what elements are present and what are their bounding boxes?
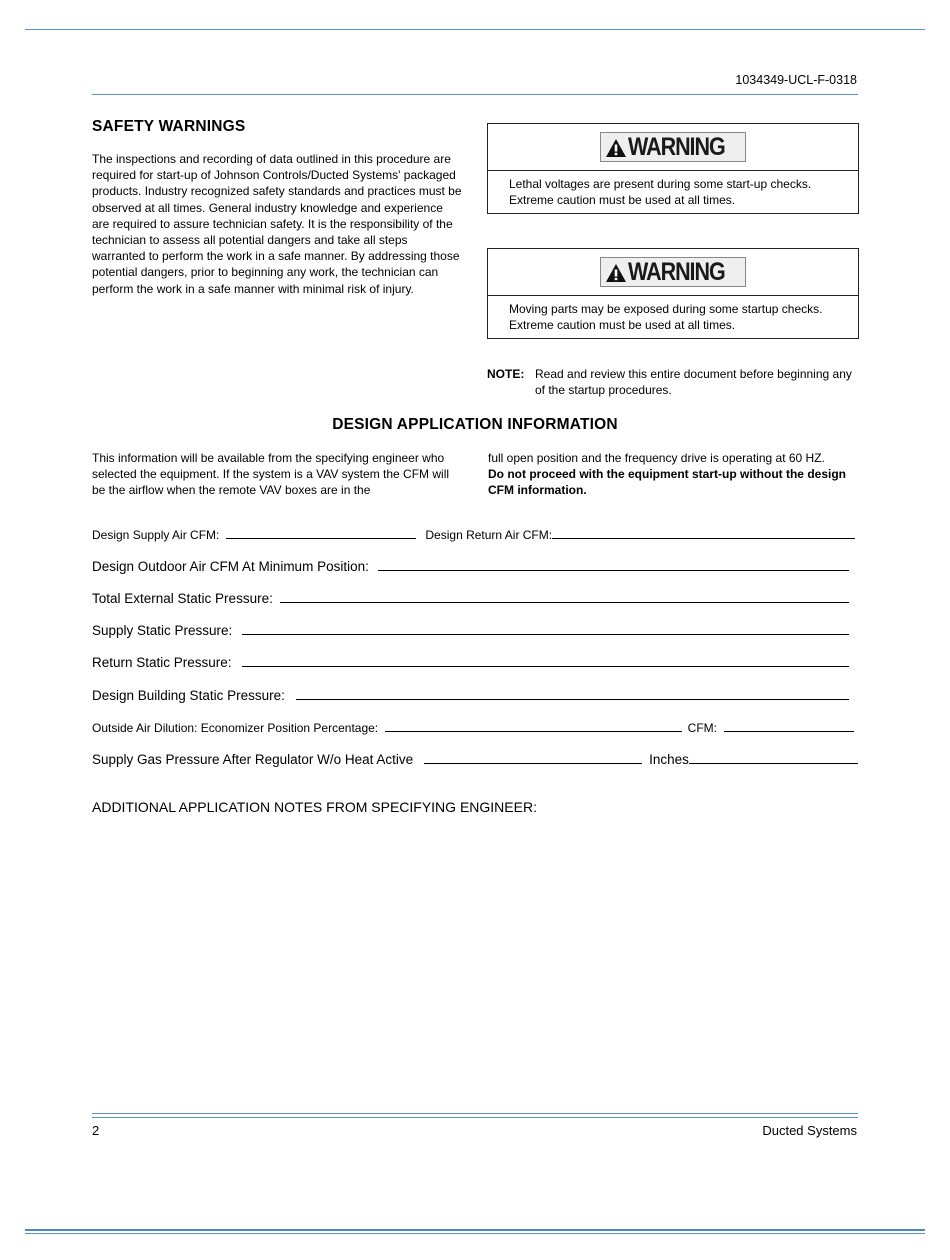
gas-pressure-field[interactable] (424, 763, 642, 764)
additional-notes-heading: ADDITIONAL APPLICATION NOTES FROM SPECIFYING ENGINEER: (92, 799, 537, 815)
warning-label: WARNING (600, 132, 746, 162)
dilution-label: Outside Air Dilution: Economizer Position Percentage: (92, 721, 379, 735)
dilution-cfm-field[interactable] (724, 731, 854, 732)
note-text: Read and review this entire document before beginning any of the startup procedures. (535, 367, 852, 397)
building-static-field[interactable] (296, 699, 849, 700)
bottom-page-rule-thin (25, 1233, 925, 1234)
warning-triangle-icon (605, 263, 627, 283)
document-id: 1034349-UCL-F-0318 (735, 73, 857, 87)
safety-warnings-body: The inspections and recording of data outlined in this procedure are required for start-up of Johnson Controls/Ducted Systems' packaged products. Industry recognized safety standards and practices must be observed at all times. General industry knowledge and experience are required to assure technician safety. It is the responsibility of the technician to assess all potential dangers and take all steps warranted to perform the work in a safe manner. By addressing those potential dangers, prior to beginning any work, the technician can perform the work in a safe manner with minimal risk of injury. (92, 152, 462, 296)
note (487, 366, 859, 398)
warning-box-moving-parts (487, 248, 859, 339)
design-info-col1: This information will be available from the specifying engineer who selected the equipment. If the system is a VAV system the CFM will be the airflow when the remote VAV boxes are in the (92, 451, 450, 498)
dilution-row (92, 721, 858, 735)
warning-message: Moving parts may be exposed during some startup checks. Extreme caution must be used at all times. (509, 302, 823, 332)
building-static-label: Design Building Static Pressure: (92, 688, 285, 703)
cfm-row (92, 528, 858, 542)
bottom-page-rule (25, 1229, 925, 1231)
supply-static-field[interactable] (242, 634, 849, 635)
safety-warnings-title: SAFETY WARNINGS (92, 118, 246, 135)
top-page-rule (25, 29, 925, 30)
return-static-label: Return Static Pressure: (92, 655, 232, 670)
outdoor-cfm-field[interactable] (378, 570, 849, 571)
dilution-cfm-label: CFM: (687, 721, 717, 735)
design-info-title: DESIGN APPLICATION INFORMATION (332, 416, 618, 433)
footer-brand: Ducted Systems (762, 1123, 857, 1138)
return-cfm-label: Design Return Air CFM: (425, 528, 553, 542)
design-info-col2: full open position and the frequency drive is operating at 60 HZ. Do not proceed with the equipment start-up without the design CFM information. (488, 451, 846, 498)
total-static-label: Total External Static Pressure: (92, 591, 273, 606)
header-rule (92, 94, 858, 95)
dilution-field[interactable] (385, 731, 682, 732)
gas-pressure-label: Supply Gas Pressure After Regulator W/o Heat Active (92, 752, 414, 767)
supply-cfm-field[interactable] (226, 538, 416, 539)
footer-rule-upper (92, 1113, 858, 1114)
page-number: 2 (92, 1123, 100, 1138)
return-static-row (92, 655, 858, 670)
total-static-row (92, 591, 858, 606)
supply-static-label: Supply Static Pressure: (92, 623, 233, 638)
gas-pressure-row (92, 752, 858, 767)
supply-cfm-label: Design Supply Air CFM: (92, 528, 220, 542)
total-static-field[interactable] (280, 602, 849, 603)
building-static-row (92, 688, 858, 703)
gas-pressure-unit: Inches (649, 752, 689, 767)
return-cfm-field[interactable] (552, 538, 855, 539)
footer-rule-lower (92, 1117, 858, 1118)
return-static-field[interactable] (242, 666, 849, 667)
warning-message: Lethal voltages are present during some start-up checks. Extreme caution must be used at all times. (509, 177, 812, 207)
note-label: NOTE: (487, 367, 525, 381)
warning-label: WARNING (600, 257, 746, 287)
outdoor-cfm-label: Design Outdoor Air CFM At Minimum Position: (92, 559, 369, 574)
warning-box-voltage (487, 123, 859, 214)
design-info-warning: Do not proceed with the equipment start-up without the design CFM information. (488, 467, 846, 498)
outdoor-cfm-row (92, 559, 858, 574)
gas-unit-field[interactable] (689, 763, 858, 764)
warning-triangle-icon (605, 138, 627, 158)
supply-static-row (92, 623, 858, 638)
